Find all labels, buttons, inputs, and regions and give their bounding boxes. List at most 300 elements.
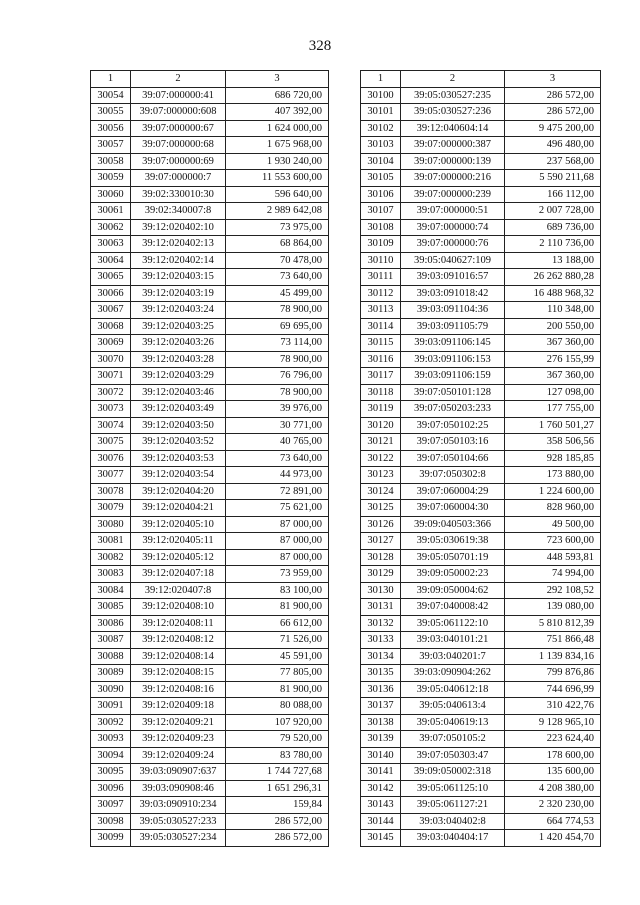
row-number-cell: 30071 bbox=[91, 368, 131, 385]
cadastral-number-cell: 39:05:040612:18 bbox=[401, 681, 505, 698]
table-row bbox=[361, 813, 601, 830]
table-row bbox=[361, 302, 601, 319]
row-number-cell: 30081 bbox=[91, 533, 131, 550]
table-row bbox=[361, 335, 601, 352]
value-cell: 73 114,00 bbox=[226, 335, 329, 352]
table-row bbox=[91, 731, 329, 748]
row-number-cell: 30056 bbox=[91, 120, 131, 137]
cadastral-number-cell: 39:12:040604:14 bbox=[401, 120, 505, 137]
table-row bbox=[91, 401, 329, 418]
value-cell: 80 088,00 bbox=[226, 698, 329, 715]
table-row bbox=[91, 186, 329, 203]
value-cell: 367 360,00 bbox=[505, 335, 601, 352]
cadastral-number-cell: 39:03:040201:7 bbox=[401, 648, 505, 665]
row-number-cell: 30059 bbox=[91, 170, 131, 187]
cadastral-number-cell: 39:03:040404:17 bbox=[401, 830, 505, 847]
value-cell: 1 624 000,00 bbox=[226, 120, 329, 137]
cadastral-number-cell: 39:12:020409:23 bbox=[131, 731, 226, 748]
row-number-cell: 30137 bbox=[361, 698, 401, 715]
value-cell: 828 960,00 bbox=[505, 500, 601, 517]
row-number-cell: 30110 bbox=[361, 252, 401, 269]
cadastral-number-cell: 39:05:040619:13 bbox=[401, 714, 505, 731]
column-header-value: 3 bbox=[226, 71, 329, 88]
value-cell: 139 080,00 bbox=[505, 599, 601, 616]
row-number-cell: 30102 bbox=[361, 120, 401, 137]
cadastral-number-cell: 39:03:040101:21 bbox=[401, 632, 505, 649]
cadastral-number-cell: 39:05:050701:19 bbox=[401, 549, 505, 566]
row-number-cell: 30098 bbox=[91, 813, 131, 830]
cadastral-number-cell: 39:07:000000:74 bbox=[401, 219, 505, 236]
cadastral-number-cell: 39:02:340007:8 bbox=[131, 203, 226, 220]
value-cell: 286 572,00 bbox=[226, 830, 329, 847]
row-number-cell: 30139 bbox=[361, 731, 401, 748]
table-row bbox=[361, 632, 601, 649]
row-number-cell: 30069 bbox=[91, 335, 131, 352]
column-header-cadastral: 2 bbox=[131, 71, 226, 88]
value-cell: 26 262 880,28 bbox=[505, 269, 601, 286]
value-cell: 77 805,00 bbox=[226, 665, 329, 682]
cadastral-number-cell: 39:12:020405:11 bbox=[131, 533, 226, 550]
value-cell: 2 007 728,00 bbox=[505, 203, 601, 220]
row-number-cell: 30055 bbox=[91, 104, 131, 121]
table-row bbox=[361, 467, 601, 484]
cadastral-number-cell: 39:09:050002:23 bbox=[401, 566, 505, 583]
table-row bbox=[91, 318, 329, 335]
row-number-cell: 30077 bbox=[91, 467, 131, 484]
row-number-cell: 30068 bbox=[91, 318, 131, 335]
table-row bbox=[91, 632, 329, 649]
table-row bbox=[361, 648, 601, 665]
table-row bbox=[361, 780, 601, 797]
row-number-cell: 30091 bbox=[91, 698, 131, 715]
value-cell: 73 959,00 bbox=[226, 566, 329, 583]
row-number-cell: 30083 bbox=[91, 566, 131, 583]
table-row bbox=[361, 483, 601, 500]
row-number-cell: 30122 bbox=[361, 450, 401, 467]
cadastral-number-cell: 39:07:000000:216 bbox=[401, 170, 505, 187]
cadastral-number-cell: 39:03:091104:36 bbox=[401, 302, 505, 319]
table-row bbox=[91, 384, 329, 401]
value-cell: 45 591,00 bbox=[226, 648, 329, 665]
table-row bbox=[361, 747, 601, 764]
table-row bbox=[361, 566, 601, 583]
row-number-cell: 30120 bbox=[361, 417, 401, 434]
row-number-cell: 30073 bbox=[91, 401, 131, 418]
cadastral-number-cell: 39:03:040402:8 bbox=[401, 813, 505, 830]
row-number-cell: 30103 bbox=[361, 137, 401, 154]
value-cell: 664 774,53 bbox=[505, 813, 601, 830]
row-number-cell: 30111 bbox=[361, 269, 401, 286]
row-number-cell: 30125 bbox=[361, 500, 401, 517]
cadastral-number-cell: 39:07:000000:67 bbox=[131, 120, 226, 137]
table-row bbox=[91, 714, 329, 731]
cadastral-number-cell: 39:07:000000:7 bbox=[131, 170, 226, 187]
cadastral-number-cell: 39:12:020408:11 bbox=[131, 615, 226, 632]
table-row bbox=[91, 566, 329, 583]
value-cell: 5 810 812,39 bbox=[505, 615, 601, 632]
table-row bbox=[361, 665, 601, 682]
cadastral-number-cell: 39:12:020404:20 bbox=[131, 483, 226, 500]
table-row bbox=[361, 351, 601, 368]
row-number-cell: 30085 bbox=[91, 599, 131, 616]
cadastral-number-cell: 39:12:020408:16 bbox=[131, 681, 226, 698]
cadastral-number-cell: 39:07:050101:128 bbox=[401, 384, 505, 401]
table-row bbox=[361, 87, 601, 104]
value-cell: 4 208 380,00 bbox=[505, 780, 601, 797]
value-cell: 9 128 965,10 bbox=[505, 714, 601, 731]
value-cell: 237 568,00 bbox=[505, 153, 601, 170]
value-cell: 9 475 200,00 bbox=[505, 120, 601, 137]
value-cell: 87 000,00 bbox=[226, 549, 329, 566]
row-number-cell: 30144 bbox=[361, 813, 401, 830]
row-number-cell: 30116 bbox=[361, 351, 401, 368]
cadastral-number-cell: 39:12:020402:14 bbox=[131, 252, 226, 269]
table-row bbox=[361, 219, 601, 236]
value-cell: 2 989 642,08 bbox=[226, 203, 329, 220]
table-row bbox=[91, 87, 329, 104]
table-row bbox=[91, 236, 329, 253]
row-number-cell: 30128 bbox=[361, 549, 401, 566]
table-row bbox=[361, 384, 601, 401]
cadastral-number-cell: 39:05:040613:4 bbox=[401, 698, 505, 715]
cadastral-number-cell: 39:12:020403:19 bbox=[131, 285, 226, 302]
left-table bbox=[90, 70, 329, 847]
row-number-cell: 30119 bbox=[361, 401, 401, 418]
value-cell: 177 755,00 bbox=[505, 401, 601, 418]
cadastral-number-cell: 39:12:020409:18 bbox=[131, 698, 226, 715]
cadastral-number-cell: 39:03:091106:159 bbox=[401, 368, 505, 385]
table-row bbox=[91, 830, 329, 847]
table-row bbox=[91, 549, 329, 566]
row-number-cell: 30121 bbox=[361, 434, 401, 451]
table-row bbox=[91, 153, 329, 170]
table-row bbox=[91, 302, 329, 319]
cadastral-number-cell: 39:12:020402:13 bbox=[131, 236, 226, 253]
table-row bbox=[91, 368, 329, 385]
cadastral-number-cell: 39:12:020404:21 bbox=[131, 500, 226, 517]
value-cell: 310 422,76 bbox=[505, 698, 601, 715]
table-row bbox=[91, 813, 329, 830]
table-row bbox=[361, 731, 601, 748]
cadastral-number-cell: 39:05:061125:10 bbox=[401, 780, 505, 797]
row-number-cell: 30094 bbox=[91, 747, 131, 764]
row-number-cell: 30100 bbox=[361, 87, 401, 104]
cadastral-number-cell: 39:12:020402:10 bbox=[131, 219, 226, 236]
value-cell: 72 891,00 bbox=[226, 483, 329, 500]
value-cell: 76 796,00 bbox=[226, 368, 329, 385]
table-row bbox=[361, 252, 601, 269]
cadastral-number-cell: 39:07:040008:42 bbox=[401, 599, 505, 616]
row-number-cell: 30093 bbox=[91, 731, 131, 748]
cadastral-number-cell: 39:12:020403:15 bbox=[131, 269, 226, 286]
value-cell: 723 600,00 bbox=[505, 533, 601, 550]
row-number-cell: 30134 bbox=[361, 648, 401, 665]
table-row bbox=[361, 269, 601, 286]
cadastral-number-cell: 39:12:020408:12 bbox=[131, 632, 226, 649]
table-row bbox=[361, 285, 601, 302]
row-number-cell: 30096 bbox=[91, 780, 131, 797]
table-row bbox=[91, 120, 329, 137]
row-number-cell: 30061 bbox=[91, 203, 131, 220]
cadastral-number-cell: 39:07:060004:29 bbox=[401, 483, 505, 500]
cadastral-number-cell: 39:07:000000:69 bbox=[131, 153, 226, 170]
row-number-cell: 30066 bbox=[91, 285, 131, 302]
value-cell: 407 392,00 bbox=[226, 104, 329, 121]
cadastral-number-cell: 39:03:091106:145 bbox=[401, 335, 505, 352]
cadastral-number-cell: 39:12:020403:29 bbox=[131, 368, 226, 385]
cadastral-number-cell: 39:03:091016:57 bbox=[401, 269, 505, 286]
cadastral-number-cell: 39:05:030527:235 bbox=[401, 87, 505, 104]
row-number-cell: 30107 bbox=[361, 203, 401, 220]
table-row bbox=[361, 615, 601, 632]
cadastral-number-cell: 39:05:061122:10 bbox=[401, 615, 505, 632]
cadastral-number-cell: 39:03:091106:153 bbox=[401, 351, 505, 368]
cadastral-number-cell: 39:12:020403:24 bbox=[131, 302, 226, 319]
value-cell: 75 621,00 bbox=[226, 500, 329, 517]
table-row bbox=[361, 137, 601, 154]
table-row bbox=[91, 582, 329, 599]
cadastral-number-cell: 39:07:000000:41 bbox=[131, 87, 226, 104]
row-number-cell: 30067 bbox=[91, 302, 131, 319]
cadastral-number-cell: 39:12:020403:50 bbox=[131, 417, 226, 434]
row-number-cell: 30124 bbox=[361, 483, 401, 500]
row-number-cell: 30087 bbox=[91, 632, 131, 649]
table-row bbox=[91, 434, 329, 451]
table-row bbox=[361, 599, 601, 616]
cadastral-number-cell: 39:12:020407:8 bbox=[131, 582, 226, 599]
value-cell: 127 098,00 bbox=[505, 384, 601, 401]
cadastral-number-cell: 39:07:000000:51 bbox=[401, 203, 505, 220]
table-row bbox=[91, 450, 329, 467]
value-cell: 1 744 727,68 bbox=[226, 764, 329, 781]
row-number-cell: 30113 bbox=[361, 302, 401, 319]
table-row bbox=[361, 549, 601, 566]
cadastral-number-cell: 39:05:030527:234 bbox=[131, 830, 226, 847]
cadastral-number-cell: 39:12:020403:46 bbox=[131, 384, 226, 401]
value-cell: 496 480,00 bbox=[505, 137, 601, 154]
value-cell: 73 640,00 bbox=[226, 269, 329, 286]
column-header-value: 3 bbox=[505, 71, 601, 88]
page-number: 328 bbox=[308, 38, 332, 54]
row-number-cell: 30106 bbox=[361, 186, 401, 203]
value-cell: 30 771,00 bbox=[226, 417, 329, 434]
table-row bbox=[91, 104, 329, 121]
value-cell: 69 695,00 bbox=[226, 318, 329, 335]
header-row bbox=[361, 71, 601, 88]
value-cell: 135 600,00 bbox=[505, 764, 601, 781]
row-number-cell: 30078 bbox=[91, 483, 131, 500]
table-row bbox=[91, 533, 329, 550]
cadastral-number-cell: 39:12:020403:25 bbox=[131, 318, 226, 335]
cadastral-number-cell: 39:07:050103:16 bbox=[401, 434, 505, 451]
row-number-cell: 30086 bbox=[91, 615, 131, 632]
value-cell: 83 100,00 bbox=[226, 582, 329, 599]
cadastral-number-cell: 39:03:090908:46 bbox=[131, 780, 226, 797]
table-row bbox=[91, 417, 329, 434]
value-cell: 166 112,00 bbox=[505, 186, 601, 203]
row-number-cell: 30126 bbox=[361, 516, 401, 533]
cadastral-number-cell: 39:07:000000:68 bbox=[131, 137, 226, 154]
row-number-cell: 30105 bbox=[361, 170, 401, 187]
row-number-cell: 30092 bbox=[91, 714, 131, 731]
cadastral-number-cell: 39:07:050102:25 bbox=[401, 417, 505, 434]
header-row bbox=[91, 71, 329, 88]
value-cell: 107 920,00 bbox=[226, 714, 329, 731]
row-number-cell: 30101 bbox=[361, 104, 401, 121]
cadastral-number-cell: 39:12:020403:54 bbox=[131, 467, 226, 484]
table-row bbox=[361, 582, 601, 599]
value-cell: 292 108,52 bbox=[505, 582, 601, 599]
cadastral-number-cell: 39:12:020408:15 bbox=[131, 665, 226, 682]
cadastral-number-cell: 39:03:091018:42 bbox=[401, 285, 505, 302]
cadastral-number-cell: 39:05:061127:21 bbox=[401, 797, 505, 814]
row-number-cell: 30089 bbox=[91, 665, 131, 682]
table-row bbox=[91, 137, 329, 154]
cadastral-number-cell: 39:07:000000:239 bbox=[401, 186, 505, 203]
cadastral-number-cell: 39:12:020403:53 bbox=[131, 450, 226, 467]
table-row bbox=[91, 665, 329, 682]
value-cell: 751 866,48 bbox=[505, 632, 601, 649]
value-cell: 5 590 211,68 bbox=[505, 170, 601, 187]
row-number-cell: 30084 bbox=[91, 582, 131, 599]
table-row bbox=[91, 780, 329, 797]
value-cell: 173 880,00 bbox=[505, 467, 601, 484]
table-row bbox=[91, 483, 329, 500]
row-number-cell: 30132 bbox=[361, 615, 401, 632]
table-row bbox=[361, 368, 601, 385]
row-number-cell: 30072 bbox=[91, 384, 131, 401]
row-number-cell: 30058 bbox=[91, 153, 131, 170]
value-cell: 78 900,00 bbox=[226, 351, 329, 368]
table-row bbox=[361, 797, 601, 814]
value-cell: 83 780,00 bbox=[226, 747, 329, 764]
row-number-cell: 30079 bbox=[91, 500, 131, 517]
cadastral-number-cell: 39:12:020409:21 bbox=[131, 714, 226, 731]
cadastral-number-cell: 39:07:000000:608 bbox=[131, 104, 226, 121]
value-cell: 1 675 968,00 bbox=[226, 137, 329, 154]
table-row bbox=[91, 516, 329, 533]
row-number-cell: 30108 bbox=[361, 219, 401, 236]
row-number-cell: 30141 bbox=[361, 764, 401, 781]
cadastral-number-cell: 39:07:060004:30 bbox=[401, 500, 505, 517]
cadastral-number-cell: 39:03:091105:79 bbox=[401, 318, 505, 335]
value-cell: 358 506,56 bbox=[505, 434, 601, 451]
cadastral-number-cell: 39:12:020409:24 bbox=[131, 747, 226, 764]
cadastral-number-cell: 39:07:000000:76 bbox=[401, 236, 505, 253]
table-row bbox=[91, 467, 329, 484]
cadastral-number-cell: 39:07:050302:8 bbox=[401, 467, 505, 484]
table-row bbox=[361, 401, 601, 418]
cadastral-number-cell: 39:09:040503:366 bbox=[401, 516, 505, 533]
table-row bbox=[91, 599, 329, 616]
table-row bbox=[91, 747, 329, 764]
value-cell: 2 110 736,00 bbox=[505, 236, 601, 253]
row-number-cell: 30127 bbox=[361, 533, 401, 550]
table-row bbox=[361, 681, 601, 698]
value-cell: 11 553 600,00 bbox=[226, 170, 329, 187]
value-cell: 74 994,00 bbox=[505, 566, 601, 583]
value-cell: 799 876,86 bbox=[505, 665, 601, 682]
table-row bbox=[91, 269, 329, 286]
value-cell: 1 760 501,27 bbox=[505, 417, 601, 434]
table-row bbox=[91, 203, 329, 220]
value-cell: 44 973,00 bbox=[226, 467, 329, 484]
row-number-cell: 30130 bbox=[361, 582, 401, 599]
value-cell: 78 900,00 bbox=[226, 302, 329, 319]
row-number-cell: 30080 bbox=[91, 516, 131, 533]
row-number-cell: 30082 bbox=[91, 549, 131, 566]
row-number-cell: 30099 bbox=[91, 830, 131, 847]
value-cell: 928 185,85 bbox=[505, 450, 601, 467]
cadastral-number-cell: 39:03:090910:234 bbox=[131, 797, 226, 814]
table-row bbox=[91, 764, 329, 781]
row-number-cell: 30070 bbox=[91, 351, 131, 368]
value-cell: 73 640,00 bbox=[226, 450, 329, 467]
value-cell: 689 736,00 bbox=[505, 219, 601, 236]
value-cell: 286 572,00 bbox=[505, 104, 601, 121]
value-cell: 1 930 240,00 bbox=[226, 153, 329, 170]
value-cell: 68 864,00 bbox=[226, 236, 329, 253]
cadastral-number-cell: 39:07:000000:387 bbox=[401, 137, 505, 154]
value-cell: 81 900,00 bbox=[226, 681, 329, 698]
row-number-cell: 30097 bbox=[91, 797, 131, 814]
row-number-cell: 30133 bbox=[361, 632, 401, 649]
value-cell: 45 499,00 bbox=[226, 285, 329, 302]
value-cell: 367 360,00 bbox=[505, 368, 601, 385]
value-cell: 686 720,00 bbox=[226, 87, 329, 104]
cadastral-number-cell: 39:07:000000:139 bbox=[401, 153, 505, 170]
table-row bbox=[361, 500, 601, 517]
value-cell: 70 478,00 bbox=[226, 252, 329, 269]
table-row bbox=[91, 170, 329, 187]
table-row bbox=[91, 351, 329, 368]
row-number-cell: 30062 bbox=[91, 219, 131, 236]
table-row bbox=[91, 797, 329, 814]
table-row bbox=[91, 648, 329, 665]
cadastral-number-cell: 39:05:030619:38 bbox=[401, 533, 505, 550]
table-row bbox=[361, 120, 601, 137]
row-number-cell: 30060 bbox=[91, 186, 131, 203]
cadastral-number-cell: 39:12:020407:18 bbox=[131, 566, 226, 583]
value-cell: 178 600,00 bbox=[505, 747, 601, 764]
value-cell: 49 500,00 bbox=[505, 516, 601, 533]
table-row bbox=[361, 516, 601, 533]
value-cell: 1 651 296,31 bbox=[226, 780, 329, 797]
value-cell: 2 320 230,00 bbox=[505, 797, 601, 814]
value-cell: 40 765,00 bbox=[226, 434, 329, 451]
cadastral-number-cell: 39:07:050105:2 bbox=[401, 731, 505, 748]
cadastral-number-cell: 39:05:030527:233 bbox=[131, 813, 226, 830]
table-row bbox=[91, 615, 329, 632]
table-row bbox=[361, 236, 601, 253]
cadastral-number-cell: 39:07:050203:233 bbox=[401, 401, 505, 418]
value-cell: 200 550,00 bbox=[505, 318, 601, 335]
cadastral-number-cell: 39:09:050004:62 bbox=[401, 582, 505, 599]
row-number-cell: 30074 bbox=[91, 417, 131, 434]
table-row bbox=[361, 434, 601, 451]
value-cell: 13 188,00 bbox=[505, 252, 601, 269]
cadastral-number-cell: 39:12:020403:52 bbox=[131, 434, 226, 451]
cadastral-number-cell: 39:05:030527:236 bbox=[401, 104, 505, 121]
row-number-cell: 30076 bbox=[91, 450, 131, 467]
value-cell: 1 224 600,00 bbox=[505, 483, 601, 500]
value-cell: 159,84 bbox=[226, 797, 329, 814]
row-number-cell: 30142 bbox=[361, 780, 401, 797]
value-cell: 596 640,00 bbox=[226, 186, 329, 203]
row-number-cell: 30143 bbox=[361, 797, 401, 814]
table-row bbox=[91, 285, 329, 302]
cadastral-number-cell: 39:02:330010:30 bbox=[131, 186, 226, 203]
